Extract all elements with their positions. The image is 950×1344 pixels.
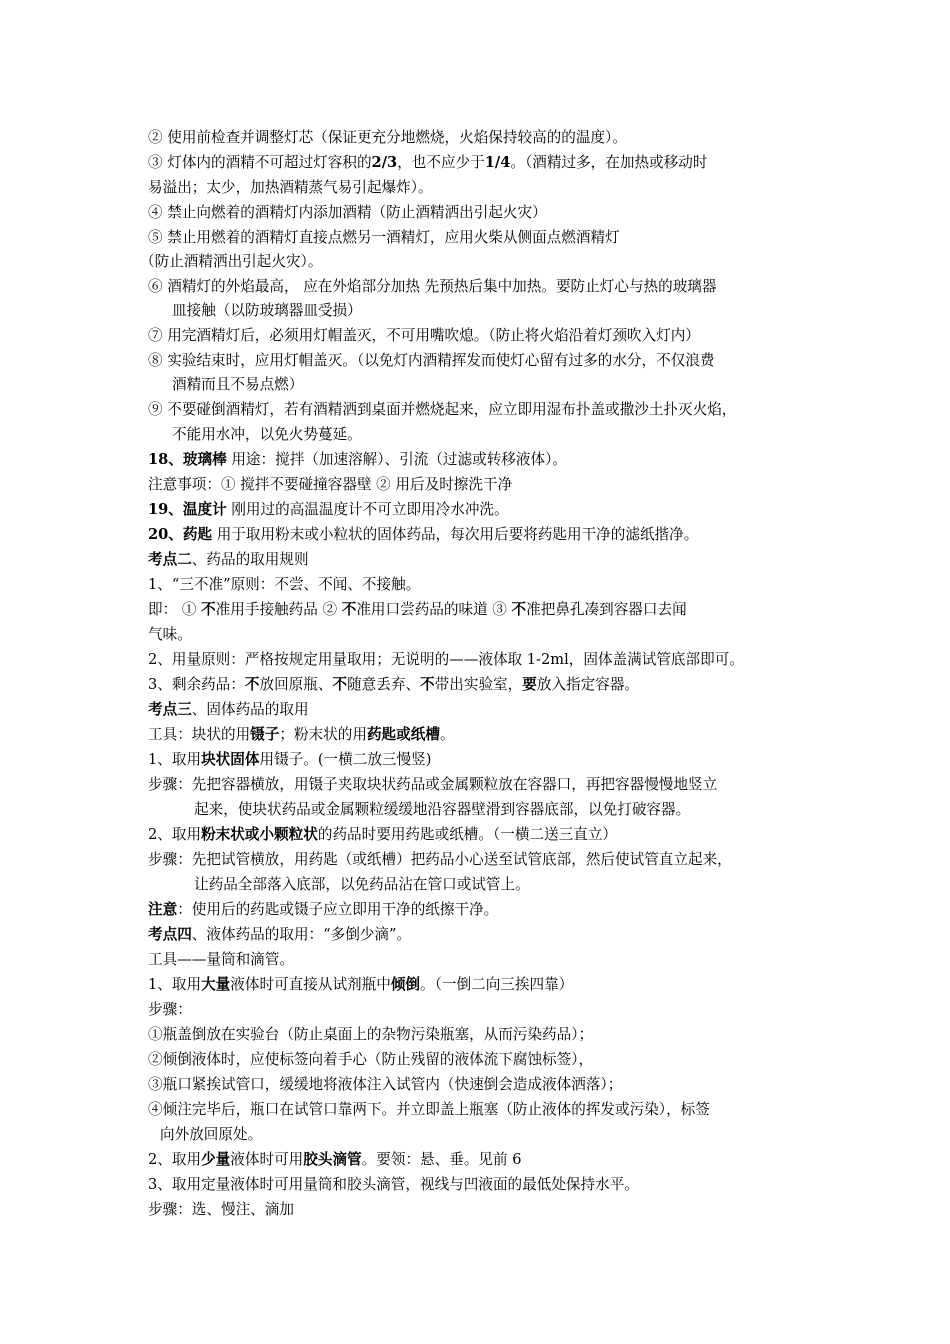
text-segment: 刚用过的高温温度计不可立即用冷水冲洗。 xyxy=(226,501,509,518)
text-segment: ；粉末状的用 xyxy=(279,726,367,743)
text-line xyxy=(148,203,547,223)
text-segment: ，也不应少于 xyxy=(397,154,485,171)
text-segment: ④ 禁止向燃着的酒精灯内添加酒精（防止酒精洒出引起火灾） xyxy=(148,204,547,221)
text-line xyxy=(148,1100,710,1120)
text-line xyxy=(148,1000,192,1020)
text-segment: ⑤ 禁止用燃着的酒精灯直接点燃另一酒精灯，应用火柴从侧面点燃酒精灯 xyxy=(148,229,620,246)
text-segment: 用途：搅拌（加速溶解）、引流（过滤或转移液体）。 xyxy=(226,451,567,468)
text-line xyxy=(148,228,620,248)
text-line xyxy=(148,975,573,995)
text-line xyxy=(148,675,639,695)
text-segment: ⑧ 实验结束时，应用灯帽盖灭。（以免灯内酒精挥发而使灯心留有过多的水分，不仅浪费 xyxy=(148,352,715,369)
text-line xyxy=(148,500,509,520)
text-segment: 气味。 xyxy=(148,626,192,643)
text-line xyxy=(172,375,303,395)
text-line xyxy=(148,900,498,920)
text-line xyxy=(194,800,690,820)
text-segment: 。（一倒二向三挨四靠） xyxy=(420,976,574,993)
text-line xyxy=(148,750,431,770)
bold-text: 少量 xyxy=(201,1151,231,1168)
text-segment: 2、用量原则：严格按规定用量取用；无说明的——液体取 1-2ml，固体盖满试管底部即可。 xyxy=(148,651,744,668)
text-segment: 准用口尝药品的味道 ③ xyxy=(356,601,512,618)
text-segment: 不能用水冲，以免火势蔓延。 xyxy=(172,426,362,443)
text-line xyxy=(160,1125,262,1145)
text-segment: 3、取用定量液体时可用量筒和胶头滴管，视线与凹液面的最低处保持水平。 xyxy=(148,1176,639,1193)
bold-text: 胶头滴管 xyxy=(303,1151,362,1168)
text-segment: 工具——量筒和滴管。 xyxy=(148,951,294,968)
text-line xyxy=(148,1175,639,1195)
bold-text: 不 xyxy=(341,601,357,618)
text-segment: 1、“三不准”原则：不尝、不闻、不接触。 xyxy=(148,576,421,593)
bold-text: 20、药匙 xyxy=(148,526,213,543)
text-segment: 带出实验室， xyxy=(434,676,523,693)
text-segment: ④倾注完毕后，瓶口在试管口靠两下。并立即盖上瓶塞（防止液体的挥发或污染），标签 xyxy=(148,1101,710,1118)
text-segment: 。 xyxy=(439,726,455,743)
bold-text: 考点三 xyxy=(148,701,192,718)
text-segment: 即： ① xyxy=(148,601,202,618)
text-segment: （防止酒精洒出引起火灾）。 xyxy=(140,253,323,270)
bold-text: 要 xyxy=(522,676,537,693)
text-line xyxy=(148,178,433,198)
text-line xyxy=(148,1150,522,1170)
text-segment: 步骤：先把试管横放，用药匙（或纸槽）把药品小心送至试管底部，然后使试管直立起来， xyxy=(148,851,732,868)
text-line xyxy=(148,153,707,173)
bold-text: 大量 xyxy=(201,976,231,993)
bold-text: 不 xyxy=(332,676,348,693)
text-line xyxy=(148,775,717,795)
text-line xyxy=(140,252,322,272)
text-line xyxy=(148,725,455,745)
text-segment: 酒精而且不易点燃） xyxy=(172,376,304,393)
bold-text: 1/4 xyxy=(484,154,511,171)
text-line xyxy=(148,825,617,845)
text-line xyxy=(148,550,309,570)
text-segment: 随意丢弃、 xyxy=(347,676,421,693)
text-line xyxy=(148,600,687,620)
bold-text: 2/3 xyxy=(371,154,398,171)
text-line xyxy=(148,351,715,371)
bold-text: 不 xyxy=(511,601,527,618)
text-line xyxy=(148,650,744,670)
text-segment: 注意事项：① 搅拌不要碰撞容器壁 ② 用后及时擦洗干净 xyxy=(148,476,513,493)
text-line xyxy=(148,400,736,420)
text-line xyxy=(148,277,716,297)
text-segment: 用镊子。(一横二放三慢竖) xyxy=(259,751,432,768)
bold-text: 镊子 xyxy=(250,726,280,743)
text-segment: 的药品时要用药匙或纸槽。（一横二送三直立） xyxy=(317,826,618,843)
text-line xyxy=(148,475,512,495)
text-segment: 、液体药品的取用：“多倒少滴”。 xyxy=(191,926,412,943)
text-segment: 让药品全部落入底部，以免药品沾在管口或试管上。 xyxy=(194,876,530,893)
text-line xyxy=(148,128,627,148)
bold-text: 不 xyxy=(420,676,435,693)
text-line xyxy=(194,875,530,895)
text-segment: ：使用后的药匙或镊子应立即用干净的纸擦干净。 xyxy=(177,901,499,918)
text-segment: ③瓶口紧挨试管口，缓缓地将液体注入试管内（快速倒会造成液体洒落）； xyxy=(148,1076,623,1093)
text-line xyxy=(148,1050,593,1070)
text-line xyxy=(148,326,700,346)
text-line xyxy=(148,525,698,545)
text-line xyxy=(148,1025,593,1045)
text-segment: ② 使用前检查并调整灯芯（保证更充分地燃烧，火焰保持较高的的温度）。 xyxy=(148,129,627,146)
text-segment: 易溢出；太少，加热酒精蒸气易引起爆炸）。 xyxy=(148,179,433,196)
text-segment: 起来，使块状药品或金属颗粒缓缓地沿容器壁滑到容器底部，以免打破容器。 xyxy=(194,801,691,818)
text-segment: 。要领：悬、垂。见前 6 xyxy=(361,1151,522,1168)
text-segment: 。（酒精过多，在加热或移动时 xyxy=(510,154,708,171)
bold-text: 粉末状或小颗粒状 xyxy=(201,826,318,843)
text-line xyxy=(172,425,362,445)
text-line xyxy=(148,575,420,595)
text-segment: ⑥ 酒精灯的外焰最高， 应在外焰部分加热 先预热后集中加热。要防止灯心与热的玻璃器 xyxy=(148,278,717,295)
text-segment: 步骤：选、慢注、滴加 xyxy=(148,1201,294,1218)
text-segment: 步骤：先把容器横放，用镊子夹取块状药品或金属颗粒放在容器口，再把容器慢慢地竖立 xyxy=(148,776,718,793)
text-segment: 、药品的取用规则 xyxy=(191,551,309,568)
bold-text: 考点二 xyxy=(148,551,192,568)
text-segment: ①瓶盖倒放在实验台（防止桌面上的杂物污染瓶塞，从而污染药品）； xyxy=(148,1026,594,1043)
text-segment: 1、取用 xyxy=(148,976,202,993)
bold-text: 18、玻璃棒 xyxy=(148,451,227,468)
bold-text: 块状固体 xyxy=(201,751,260,768)
text-segment: 皿接触（以防玻璃器皿受损） xyxy=(172,302,362,319)
bold-text: 倾倒 xyxy=(390,976,421,993)
text-line xyxy=(148,700,309,720)
bold-text: 考点四 xyxy=(148,926,192,943)
text-segment: 2、取用 xyxy=(148,1151,202,1168)
text-segment: ⑨ 不要碰倒酒精灯，若有酒精洒到桌面并燃烧起来，应立即用湿布扑盖或撒沙土扑灭火焰， xyxy=(148,401,737,418)
text-segment: 向外放回原处。 xyxy=(160,1126,263,1143)
text-segment: 放回原瓶、 xyxy=(259,676,333,693)
text-segment: ⑦ 用完酒精灯后，必须用灯帽盖灭，不可用嘴吹熄。（防止将火焰沿着灯颈吹入灯内） xyxy=(148,327,700,344)
text-segment: 1、取用 xyxy=(148,751,202,768)
text-segment: 工具：块状的用 xyxy=(148,726,251,743)
bold-text: 药匙或纸槽 xyxy=(366,726,440,743)
text-segment: 准用手接触药品 ② xyxy=(215,601,342,618)
bold-text: 不 xyxy=(244,676,260,693)
bold-text: 19、温度计 xyxy=(148,501,227,518)
text-segment: ②倾倒液体时，应使标签向着手心（防止残留的液体流下腐蚀标签）， xyxy=(148,1051,594,1068)
text-line xyxy=(148,950,294,970)
text-segment: 、固体药品的取用 xyxy=(191,701,309,718)
text-line xyxy=(148,450,567,470)
bold-text: 注意 xyxy=(148,901,178,918)
text-segment: 放入指定容器。 xyxy=(536,676,640,693)
text-segment: 液体时可用 xyxy=(230,1151,304,1168)
bold-text: 不 xyxy=(201,601,216,618)
text-segment: ③ 灯体内的酒精不可超过灯容积的 xyxy=(148,154,372,171)
text-segment: 步骤： xyxy=(148,1001,192,1018)
text-segment: 2、取用 xyxy=(148,826,202,843)
text-line xyxy=(148,850,732,870)
text-segment: 液体时可直接从试剂瓶中 xyxy=(230,976,391,993)
text-line xyxy=(148,1075,622,1095)
text-line xyxy=(148,925,411,945)
text-segment: 准把鼻孔凑到容器口去闻 xyxy=(526,601,687,618)
text-segment: 用于取用粉末或小粒状的固体药品，每次用后要将药匙用干净的滤纸揩净。 xyxy=(212,526,699,543)
text-line xyxy=(148,625,192,645)
text-line xyxy=(172,301,362,321)
text-segment: 3、剩余药品： xyxy=(148,676,245,693)
text-line xyxy=(148,1200,294,1220)
